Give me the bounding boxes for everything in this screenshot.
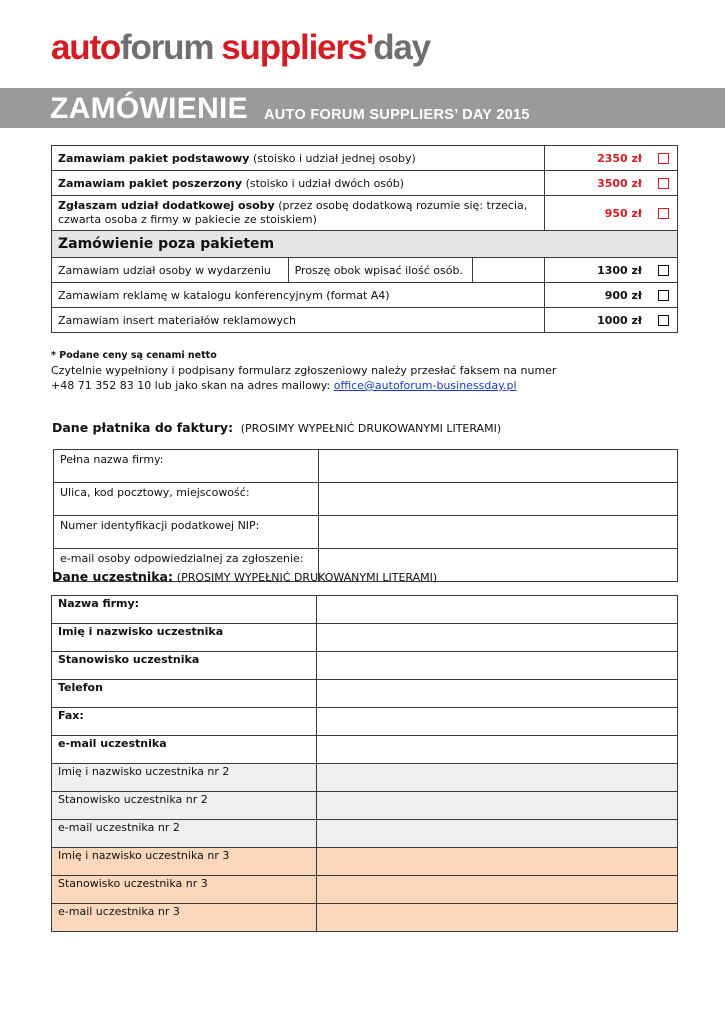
participant3-name-label: Imię i nazwisko uczestnika nr 3 xyxy=(52,848,317,876)
extra-ad-checkbox[interactable] xyxy=(658,290,669,301)
participant3-position-label: Stanowisko uczestnika nr 3 xyxy=(52,876,317,904)
participant2-name-label: Imię i nazwisko uczestnika nr 2 xyxy=(52,764,317,792)
extra-participant-note: Proszę obok wpisać ilość osób. xyxy=(288,258,473,283)
participant-name-input[interactable] xyxy=(316,624,677,652)
extra-row-ad xyxy=(52,283,678,308)
extra-row-participant xyxy=(52,258,678,283)
extra-insert-label: Zamawiam insert materiałów reklamowych xyxy=(52,308,545,333)
package-basic-desc: (stoisko i udział jednej osoby) xyxy=(249,151,416,165)
participant-table xyxy=(51,595,678,932)
participant-row xyxy=(52,736,678,764)
extra-participant-checkbox[interactable] xyxy=(658,265,669,276)
extra-participant-price: 1300 zł xyxy=(597,263,642,277)
extra-ad-label: Zamawiam reklamę w katalogu konferencyjnym (format A4) xyxy=(52,283,545,308)
participant3-name-input[interactable] xyxy=(316,848,677,876)
logo-day: day xyxy=(373,28,430,67)
payer-email-label: e-mail osoby odpowiedzialnej za zgłoszenie: xyxy=(54,549,319,582)
participant2-row xyxy=(52,792,678,820)
participant-phone-input[interactable] xyxy=(316,680,677,708)
payer-nip-label: Numer identyfikacji podatkowej NIP: xyxy=(54,516,319,549)
payer-heading-label: Dane płatnika do faktury: xyxy=(52,420,234,435)
participant3-row xyxy=(52,876,678,904)
participant-row xyxy=(52,680,678,708)
participant-company-label: Nazwa firmy: xyxy=(52,596,317,624)
extra-ad-price: 900 zł xyxy=(604,288,642,302)
payer-nip-input[interactable] xyxy=(318,516,677,549)
order-table xyxy=(51,145,678,333)
participant-fax-input[interactable] xyxy=(316,708,677,736)
fax-instruction: Czytelnie wypełniony i podpisany formularz zgłoszeniowy należy przesłać faksem na numer xyxy=(51,364,557,377)
participant-position-label: Stanowisko uczestnika xyxy=(52,652,317,680)
order-row-extended xyxy=(52,171,678,196)
package-basic-price: 2350 zł xyxy=(597,151,642,165)
extra-participant-count-input[interactable] xyxy=(473,258,545,283)
package-additional-label: Zgłaszam udział dodatkowej osoby xyxy=(58,199,275,212)
mail-instruction xyxy=(51,378,691,393)
page-subtitle: AUTO FORUM SUPPLIERS’ DAY 2015 xyxy=(264,107,530,123)
payer-company-input[interactable] xyxy=(318,450,677,483)
payer-address-label: Ulica, kod pocztowy, miejscowość: xyxy=(54,483,319,516)
extra-insert-price: 1000 zł xyxy=(597,313,642,327)
participant-heading-note: (PROSIMY WYPEŁNIĆ DRUKOWANYMI LITERAMI) xyxy=(176,571,438,584)
package-additional-price: 950 zł xyxy=(604,206,642,220)
participant2-email-label: e-mail uczestnika nr 2 xyxy=(52,820,317,848)
participant2-name-input[interactable] xyxy=(316,764,677,792)
participant-row xyxy=(52,624,678,652)
package-extended-label: Zamawiam pakiet poszerzony xyxy=(58,176,243,190)
payer-address-input[interactable] xyxy=(318,483,677,516)
participant-phone-label: Telefon xyxy=(52,680,317,708)
participant3-position-input[interactable] xyxy=(316,876,677,904)
payer-row xyxy=(54,450,678,483)
logo-forum: forum xyxy=(120,28,214,67)
participant-company-input[interactable] xyxy=(316,596,677,624)
title-banner xyxy=(0,88,725,128)
notes xyxy=(51,348,691,393)
section-title: Zamówienie poza pakietem xyxy=(52,231,678,258)
participant-email-label: e-mail uczestnika xyxy=(52,736,317,764)
participant3-row xyxy=(52,904,678,932)
participant-row xyxy=(52,596,678,624)
email-link[interactable]: office@autoforum-businessday.pl xyxy=(333,379,517,392)
package-basic-checkbox[interactable] xyxy=(658,153,669,164)
participant-heading-label: Dane uczestnika: xyxy=(52,569,173,584)
payer-heading-note: (PROSIMY WYPEŁNIĆ DRUKOWANYMI LITERAMI) xyxy=(240,422,502,435)
extra-insert-checkbox[interactable] xyxy=(658,315,669,326)
net-price-note: * Podane ceny są cenami netto xyxy=(51,350,217,361)
participant3-email-label: e-mail uczestnika nr 3 xyxy=(52,904,317,932)
page-title: ZAMÓWIENIE xyxy=(50,92,248,125)
payer-row xyxy=(54,483,678,516)
participant2-email-input[interactable] xyxy=(316,820,677,848)
participant-row xyxy=(52,708,678,736)
package-extended-desc: (stoisko i udział dwóch osób) xyxy=(242,176,405,190)
participant3-row xyxy=(52,848,678,876)
payer-row xyxy=(54,516,678,549)
logo-suppliers: suppliers' xyxy=(221,28,374,67)
section-row xyxy=(52,231,678,258)
package-additional-checkbox[interactable] xyxy=(658,208,669,219)
mail-instruction-text: +48 71 352 83 10 lub jako skan na adres mailowy: xyxy=(51,379,334,392)
participant-position-input[interactable] xyxy=(316,652,677,680)
participant-heading xyxy=(52,569,437,584)
participant2-position-label: Stanowisko uczestnika nr 2 xyxy=(52,792,317,820)
participant2-row xyxy=(52,820,678,848)
participant-fax-label: Fax: xyxy=(52,708,317,736)
participant2-position-input[interactable] xyxy=(316,792,677,820)
extra-participant-label: Zamawiam udział osoby w wydarzeniu xyxy=(52,258,289,283)
participant3-email-input[interactable] xyxy=(316,904,677,932)
order-row-additional xyxy=(52,196,678,231)
package-extended-price: 3500 zł xyxy=(597,176,642,190)
order-row-basic xyxy=(52,146,678,171)
extra-row-insert xyxy=(52,308,678,333)
package-extended-checkbox[interactable] xyxy=(658,178,669,189)
payer-table xyxy=(53,449,678,582)
participant2-row xyxy=(52,764,678,792)
brand-logo xyxy=(51,26,430,70)
participant-email-input[interactable] xyxy=(316,736,677,764)
participant-name-label: Imię i nazwisko uczestnika xyxy=(52,624,317,652)
payer-company-label: Pełna nazwa firmy: xyxy=(54,450,319,483)
package-basic-label: Zamawiam pakiet podstawowy xyxy=(58,151,250,165)
participant-row xyxy=(52,652,678,680)
package-additional-desc: (przez osobę dodatkową rozumie się: trzecia, czwarta osoba z firmy w pakiecie ze stoiskiem) xyxy=(58,199,528,226)
payer-heading xyxy=(52,420,501,435)
logo-auto: auto xyxy=(51,28,121,67)
